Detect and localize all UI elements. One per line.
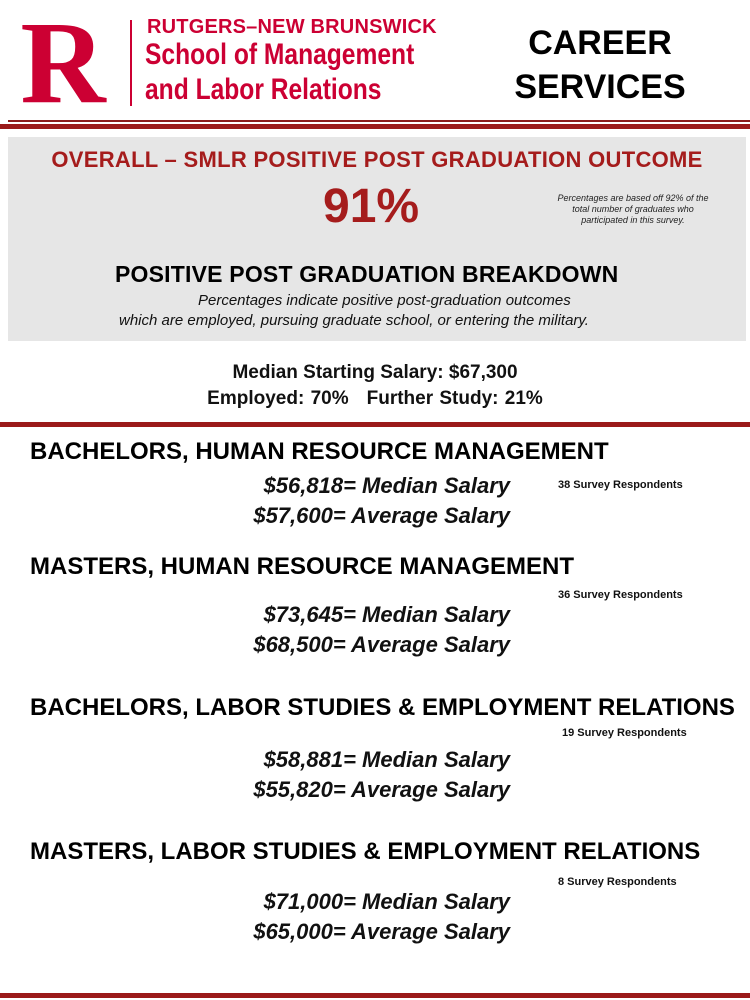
respondents-ma-lser: 8 Survey Respondents: [558, 876, 677, 888]
median-salary-ma-lser: $71,000= Median Salary: [263, 889, 510, 914]
program-title-ma-hrm: MASTERS, HUMAN RESOURCE MANAGEMENT: [30, 553, 575, 580]
average-salary-ba-hrm: $57,600= Average Salary: [253, 503, 510, 528]
program-title-ba-hrm: BACHELORS, HUMAN RESOURCE MANAGEMENT: [30, 438, 609, 465]
header-rule-thin: [8, 120, 750, 122]
employed-stat: Employed: 70%: [207, 388, 349, 409]
school-name-line2: and Labor Relations: [145, 73, 382, 106]
respondents-ba-lser: 19 Survey Respondents: [562, 727, 687, 739]
breakdown-description-line1: Percentages indicate positive post-graduation outcomes: [198, 292, 571, 309]
university-name: RUTGERS–NEW BRUNSWICK: [147, 16, 437, 38]
footer-rule: [0, 993, 750, 998]
median-salary-ma-hrm: $73,645= Median Salary: [263, 602, 510, 627]
header-divider: [130, 20, 132, 106]
respondents-ma-hrm: 36 Survey Respondents: [558, 589, 683, 601]
program-title-ba-lser: BACHELORS, LABOR STUDIES & EMPLOYMENT RELATIONS: [30, 694, 735, 721]
respondents-ba-hrm: 38 Survey Respondents: [558, 479, 683, 491]
average-salary-ba-lser: $55,820= Average Salary: [253, 777, 510, 802]
average-salary-ma-hrm: $68,500= Average Salary: [253, 632, 510, 657]
school-name-line1: School of Management: [145, 38, 415, 71]
further-study-stat: Further Study: 21%: [366, 388, 543, 409]
rutgers-r-logo: [12, 14, 114, 106]
average-salary-ma-lser: $65,000= Average Salary: [253, 919, 510, 944]
outcome-stats-line: [0, 388, 750, 410]
median-salary-ba-hrm: $56,818= Median Salary: [263, 473, 510, 498]
career-services-title-line1: CAREER: [528, 24, 672, 62]
section-rule: [0, 422, 750, 427]
percent-note: Percentages are based off 92% of the total number of graduates who participated in this survey.: [557, 193, 709, 225]
program-title-ma-lser: MASTERS, LABOR STUDIES & EMPLOYMENT RELATIONS: [30, 838, 701, 865]
median-salary-ba-lser: $58,881= Median Salary: [263, 747, 510, 772]
career-services-title-line2: SERVICES: [514, 68, 686, 106]
median-starting-salary: Median Starting Salary: $67,300: [232, 362, 518, 383]
overall-outcome-heading: OVERALL – SMLR POSITIVE POST GRADUATION OUTCOME: [51, 147, 703, 172]
overall-outcome-percent: 91%: [323, 180, 420, 233]
breakdown-heading: POSITIVE POST GRADUATION BREAKDOWN: [115, 261, 619, 287]
breakdown-description-line2: which are employed, pursuing graduate school, or entering the military.: [119, 312, 589, 329]
header-rule-thick: [0, 124, 750, 129]
svg-text:R: R: [20, 14, 106, 106]
summary-box: [8, 137, 746, 341]
